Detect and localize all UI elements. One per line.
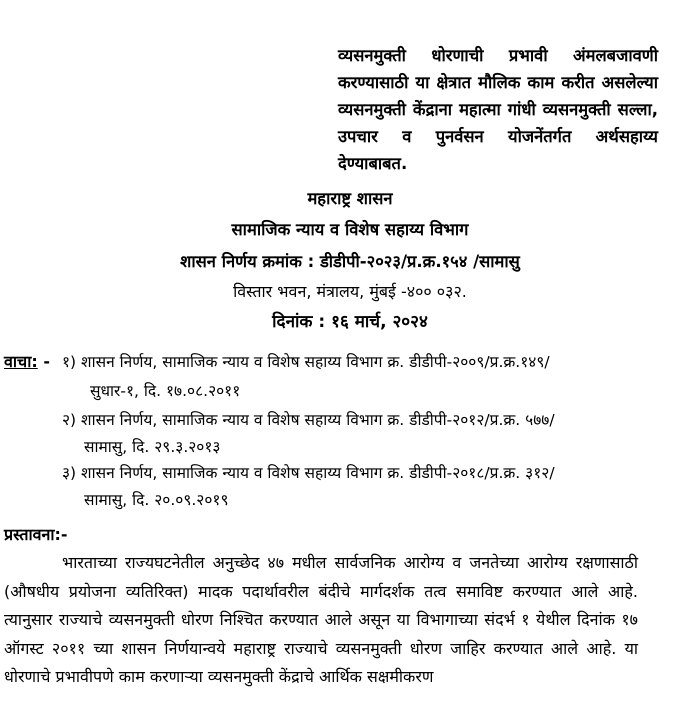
reference-3-line1: ३) शासन निर्णय, सामाजिक न्याय व विशेष सहाय्य विभाग क्र. डीडीपी-२०१८/प्र.क्र. ३१२/	[62, 464, 555, 482]
address: विस्तार भवन, मंत्रालय, मुंबई -४०० ०३२.	[233, 282, 467, 301]
gr-date: दिनांक : १६ मार्च, २०२४	[272, 312, 428, 332]
reference-1-line1: १) शासन निर्णय, सामाजिक न्याय व विशेष सहाय्य विभाग क्र. डीडीपी-२००९/प्र.क्र.१४९/	[62, 353, 550, 371]
references-label: वाचा: -	[4, 352, 50, 371]
gr-number: शासन निर्णय क्रमांक : डीडीपी-२०२३/प्र.क्र.१५४ /सामासु	[180, 252, 520, 271]
government-name: महाराष्ट्र शासन	[307, 189, 393, 208]
reference-1-line2: सुधार-१, दि. १७.०८.२०११	[90, 382, 241, 400]
subject-block: व्यसनमुक्ती धोरणाची प्रभावी अंमलबजावणी करण्यासाठी या क्षेत्रात मौलिक काम करीत असलेल्या व्यसनमुक्ती केंद्राना महात्मा गांधी व्यसनमुक्ती सल्ला, उपचार व पुनर्वसन योजनेंतर्गत अर्थसहाय्य देण्याबाबत.	[338, 46, 658, 173]
reference-2-line1: २) शासन निर्णय, सामाजिक न्याय व विशेष सहाय्य विभाग क्र. डीडीपी-२०१२/प्र.क्र. ५७७/	[62, 411, 555, 429]
preamble-paragraph: भारताच्या राज्यघटनेतील अनुच्छेद ४७ मधील सार्वजनिक आरोग्य व जनतेच्या आरोग्य रक्षणासाठी (औषधीय प्रयोजना व्यतिरिक्त) मादक पदार्थावरील बंदीचे मार्गदर्शक तत्व समाविष्ट करण्यात आले आहे. त्यानुसार राज्याचे व्यसनमुक्ती धोरण निश्चित करण्यात आले असून या विभागाच्या संदर्भ १ येथील दिनांक १७ ऑगस्ट २०११ च्या शासन निर्णयान्वये महाराष्ट्र राज्याचे व्यसनमुक्ती धोरण जाहिर करण्यात आले आहे. या धोरणाचे प्रभावीपणे काम करणाऱ्या व्यसनमुक्ती केंद्राचे आर्थिक सक्षमीकरण	[4, 553, 638, 686]
reference-2-line2: सामासु, दि. २९.३.२०१३	[84, 438, 221, 456]
preamble-label: प्रस्तावना:-	[4, 525, 68, 544]
department-name: सामाजिक न्याय व विशेष सहाय्य विभाग	[231, 220, 469, 239]
reference-3-line2: सामासु, दि. २०.०९.२०१९	[84, 491, 229, 509]
references-label-text: वाचा:	[4, 352, 38, 371]
